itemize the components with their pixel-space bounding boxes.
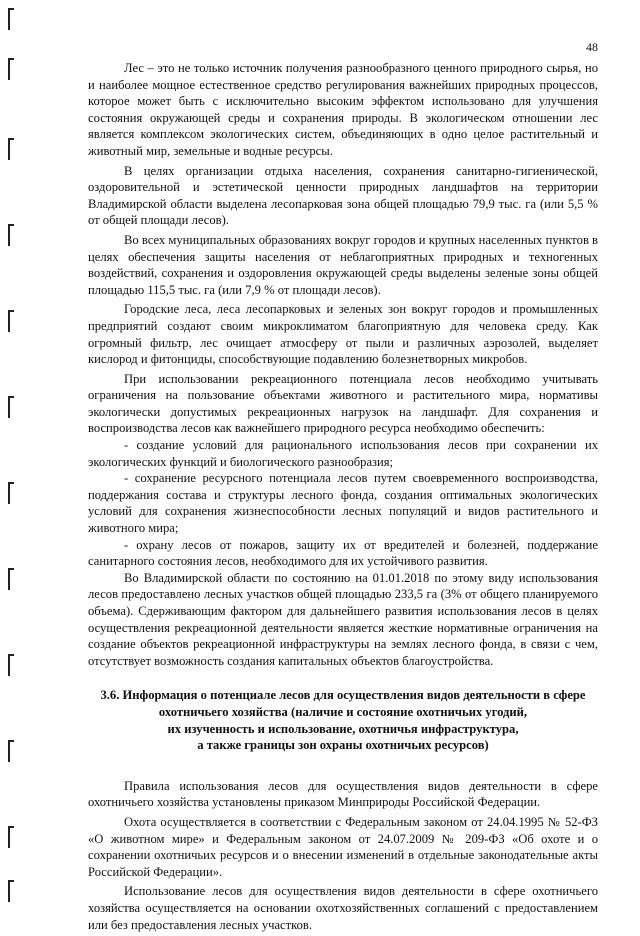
paragraph-vladimir-status: Во Владимирской области по состоянию на 01.01.2018 по этому виду использования лесов предоставлено лесных участков общей площадью 233,5 га (3% от общего планируемого объема). Сдерживающим фактором для дальнейшего развития использования лесов в целях осуществления рекреационной деятельности является жесткие нормативные ограничения на создание объектов рекреационной инфраструктуры на землях лесного фонда, в связи с чем, отсутствует возможность создания капитальных объектов благоустройства. xyxy=(88,570,598,668)
binder-hole xyxy=(8,482,14,504)
binder-hole xyxy=(8,654,14,676)
paragraph-green-zones: Во всех муниципальных образованиях вокруг городов и крупных населенных пунктов в целях обеспечения защиты населения от неблагоприятных природных и техногенных воздействий, сохранения и оздоровления окружающей среды выделены зеленые зоны общей площадью 115,5 тыс. га (или 7,9 % от площади лесов). xyxy=(88,232,598,297)
binder-hole xyxy=(8,138,14,160)
paragraph-recreational-potential: При использовании рекреационного потенциала лесов необходимо учитывать ограничения на пользование объектами животного и растительного мира, нормативы экологически допустимых рекреационных нагрузок на ландшафт. Для сохранения и воспроизводства лесов как важнейшего природного ресурса необходимо обеспечить: xyxy=(88,371,598,436)
list-item: - охрану лесов от пожаров, защиту их от вредителей и болезней, поддержание санитарного состояния лесов, необходимого для их устойчивого развития. xyxy=(88,537,598,569)
section-heading-line: их изученность и использование, охотничья инфраструктура, xyxy=(167,721,519,736)
paragraph-hunting-agreements: Использование лесов для осуществления видов деятельности в сфере охотничьего хозяйства осуществляется на основании охотхозяйственных соглашений с предоставлением или без предоставления лесных участков. xyxy=(88,884,598,932)
binder-hole xyxy=(8,826,14,848)
section-heading-line: а также границы зон охраны охотничьих ресурсов) xyxy=(197,738,489,753)
section-heading-3-6 xyxy=(88,687,598,753)
paragraph-hunting-rules: Правила использования лесов для осуществления видов деятельности в сфере охотничьего хозяйства установлены приказом Минприроды Российской Федерации. xyxy=(88,778,598,810)
binder-hole xyxy=(8,58,14,80)
list-item: - создание условий для рационального использования лесов при сохранении их экологических функций и биологического разнообразия; xyxy=(88,438,598,469)
binder-hole xyxy=(8,568,14,590)
binder-hole xyxy=(8,8,14,30)
binder-hole xyxy=(8,224,14,246)
binder-hole xyxy=(8,396,14,418)
paragraph-urban-forests: Городские леса, леса лесопарковых и зеленых зон вокруг городов и промышленных предприятий создают своим микроклиматом благоприятную для человека среду. Как огромный фильтр, лес очищает атмосферу от пыли и различных аэрозолей, выделяет кислород и фитонциды, способствующие подавлению болезнетворных микробов. xyxy=(88,302,598,367)
section-heading-line: охотничьего хозяйства (наличие и состояние охотничьих угодий, xyxy=(158,704,528,719)
binder-holes xyxy=(0,0,22,905)
paragraph-forest-definition: Лес – это не только источник получения разнообразного ценного природного сырья, но и наиболее мощное естественное средство регулирования важнейших природных процессов, которое может быть с исключительно высоким эффектом использовано для улучшения состояния окружающей среды и сохранения природы. В экологическом отношении лес является комплексом экологических систем, объединяющих в одно целое растительный и животный мир, земельные и водные ресурсы. xyxy=(88,61,598,158)
document-body xyxy=(88,60,598,936)
section-heading-line: 3.6. Информация о потенциале лесов для осуществления видов деятельности в сфере xyxy=(100,688,586,703)
paragraph-hunting-laws: Охота осуществляется в соответствии с Федеральным законом от 24.04.1995 № 52-ФЗ «О животном мире» и Федеральным законом от 24.07.2009 № 209-ФЗ «Об охоте и о сохранении охотничьих ресурсов и о внесении изменений в отдельные законодательные акты Российской Федерации». xyxy=(88,814,598,879)
binder-hole xyxy=(8,880,14,902)
binder-hole xyxy=(8,310,14,332)
page-number: 48 xyxy=(586,40,598,54)
binder-hole xyxy=(8,740,14,762)
list-item: - сохранение ресурсного потенциала лесов путем своевременного воспроизводства, поддержания состава и структуры лесного фонда, создания оптимальных экологических условий для сохранения жизнеспособности лесных популяций и видов растительного и животного мира; xyxy=(88,471,598,536)
paragraph-forest-park-zone: В целях организации отдыха населения, сохранения санитарно-гигиенической, оздоровительной и эстетической ценности природных ландшафтов на территории Владимирской области выделена лесопарковая зона общей площадью 79,9 тыс. га (или 5,5 % от общей площади лесов). xyxy=(88,163,598,228)
